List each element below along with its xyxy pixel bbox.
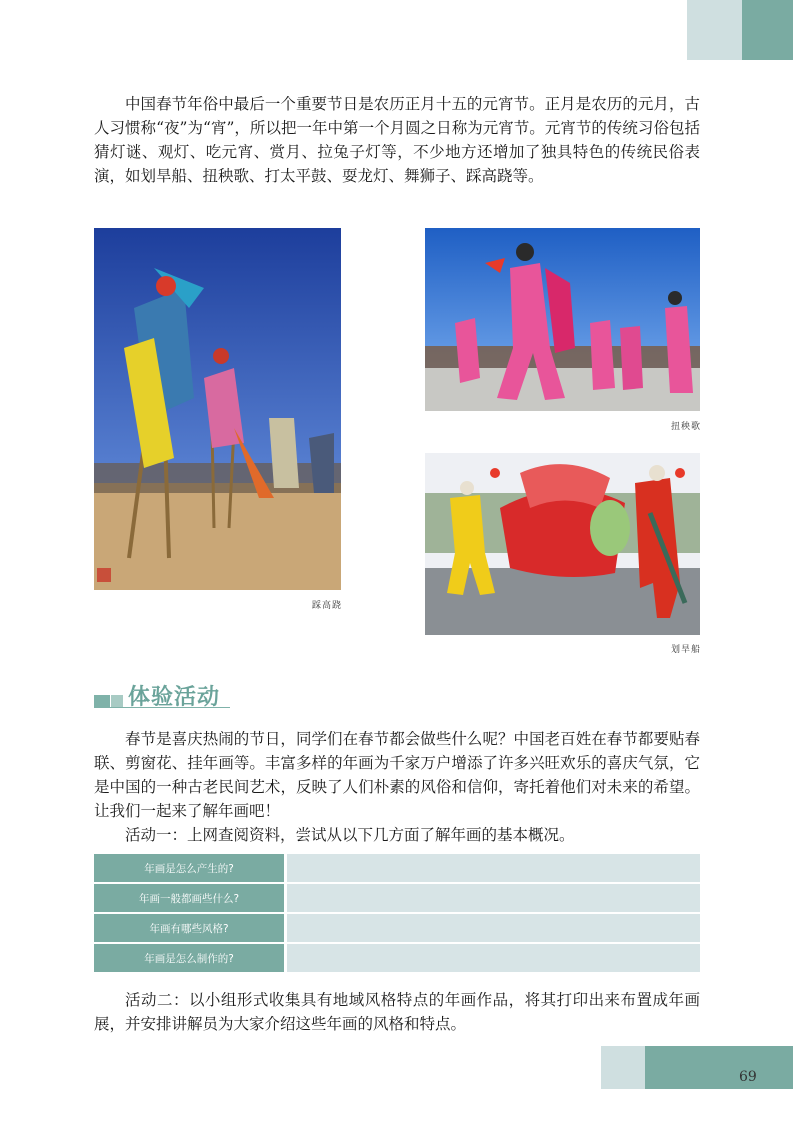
activity-two-text: 活动二：以小组形式收集具有地域风格特点的年画作品，将其打印出来布置成年画展，并安排讲解员为大家介绍这些年画的风格和特点。 (94, 991, 700, 1033)
section-heading (94, 682, 314, 712)
activity-table (94, 852, 700, 974)
table-answer-cell[interactable] (287, 884, 700, 912)
dryboat-photo (425, 453, 700, 635)
activity-intro-paragraph: 春节是喜庆热闹的节日，同学们在春节都会做些什么呢？中国老百姓在春节都要贴春联、剪窗花、挂年画等。丰富多样的年画为千家万户增添了许多兴旺欢乐的喜庆气氛，它是中国的一种古老民间艺术，反映了人们朴素的风俗和信仰，寄托着他们对未来的希望。让我们一起来了解年画吧！ (94, 730, 700, 820)
table-answer-cell[interactable] (287, 914, 700, 942)
intro-paragraph: 中国春节年俗中最后一个重要节日是农历正月十五的元宵节。正月是农历的元月，古人习惯称“夜”为“宵”，所以把一年中第一个月圆之日称为元宵节。元宵节的传统习俗包括猜灯谜、观灯、吃元宵、赏月、拉兔子灯等，不少地方还增加了独具特色的传统民俗表演，如划旱船、扭秧歌、打太平鼓、耍龙灯、舞狮子、踩高跷等。 (94, 95, 700, 185)
top-corner-light-block (687, 0, 742, 60)
stilts-photo (94, 228, 341, 590)
heading-marker-dark (94, 695, 110, 707)
table-question: 年画是怎么产生的? (94, 854, 287, 882)
table-answer-cell[interactable] (287, 854, 700, 882)
stilts-caption: 踩高跷 (312, 601, 343, 611)
table-question: 年画有哪些风格? (94, 914, 287, 942)
bottom-corner-dark-block (645, 1046, 793, 1089)
table-answer-cell[interactable] (287, 944, 700, 972)
table-row (94, 854, 700, 882)
table-row (94, 884, 700, 912)
table-row (94, 944, 700, 972)
table-question: 年画是怎么制作的? (94, 944, 287, 972)
yangge-caption: 扭秧歌 (671, 422, 702, 432)
heading-marker-light (111, 695, 123, 707)
yangge-photo (425, 228, 700, 411)
activity-one-text: 活动一：上网查阅资料，尝试从以下几方面了解年画的基本概况。 (125, 826, 575, 844)
page-number: 69 (739, 1069, 757, 1085)
table-question: 年画一般都画些什么? (94, 884, 287, 912)
bottom-corner-light-block (601, 1046, 645, 1089)
dryboat-caption: 划旱船 (671, 645, 702, 655)
table-row (94, 914, 700, 942)
top-corner-dark-block (742, 0, 793, 60)
section-title: 体验活动 (128, 685, 221, 710)
